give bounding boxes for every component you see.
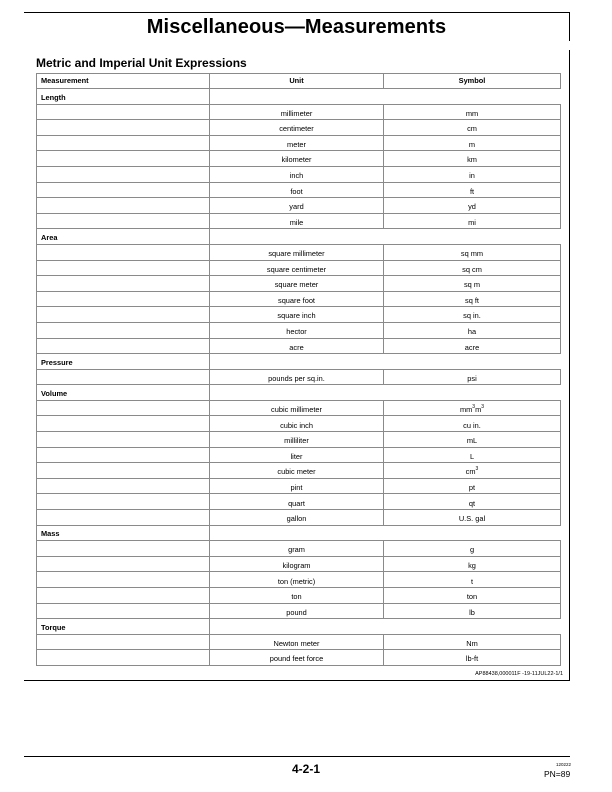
empty-cell	[384, 89, 561, 105]
unit-cell: ton	[210, 588, 384, 604]
unit-cell: gram	[210, 541, 384, 557]
symbol-cell	[384, 338, 561, 354]
symbol-cell	[384, 572, 561, 588]
table-row	[37, 151, 561, 167]
empty-cell	[210, 229, 384, 245]
symbol-cell	[384, 650, 561, 666]
measurement-cell	[37, 634, 210, 650]
unit-cell: square foot	[210, 291, 384, 307]
measurement-cell	[37, 182, 210, 198]
empty-cell	[384, 229, 561, 245]
symbol-text: yd	[468, 202, 476, 212]
category-label: Mass	[37, 525, 210, 541]
table-row	[37, 416, 561, 432]
unit-cell: pounds per sq.in.	[210, 369, 384, 385]
symbol-cell	[384, 463, 561, 479]
unit-cell: square centimeter	[210, 260, 384, 276]
symbol-text: qt	[468, 498, 476, 508]
unit-cell: square millimeter	[210, 244, 384, 260]
symbol-text: mm	[459, 404, 473, 414]
unit-cell: liter	[210, 447, 384, 463]
symbol-text: mm	[465, 108, 479, 118]
symbol-text: sq m	[463, 280, 480, 290]
category-row	[37, 89, 561, 105]
symbol-cell	[384, 588, 561, 604]
unit-cell: cubic millimeter	[210, 400, 384, 416]
unit-cell: Newton meter	[210, 634, 384, 650]
table-row	[37, 400, 561, 416]
table-row	[37, 244, 561, 260]
symbol-text: kg	[468, 560, 476, 570]
measurement-cell	[37, 541, 210, 557]
unit-cell: cubic meter	[210, 463, 384, 479]
symbol-text: g	[469, 545, 475, 555]
symbol-text: lb	[469, 607, 475, 617]
unit-cell: millimeter	[210, 104, 384, 120]
unit-cell: ton (metric)	[210, 572, 384, 588]
table-row	[37, 603, 561, 619]
measurement-cell	[37, 276, 210, 292]
unit-cell: foot	[210, 182, 384, 198]
symbol-cell	[384, 135, 561, 151]
table-row	[37, 447, 561, 463]
table-row	[37, 338, 561, 354]
measurement-cell	[37, 135, 210, 151]
measurement-cell	[37, 588, 210, 604]
measurement-cell	[37, 260, 210, 276]
measurement-cell	[37, 478, 210, 494]
table-row	[37, 104, 561, 120]
empty-cell	[210, 354, 384, 370]
symbol-text: ha	[467, 327, 477, 336]
empty-cell	[210, 525, 384, 541]
measurement-cell	[37, 416, 210, 432]
empty-cell	[210, 89, 384, 105]
symbol-cell	[384, 447, 561, 463]
category-label: Torque	[37, 619, 210, 635]
section-title: Metric and Imperial Unit Expressions	[36, 56, 247, 70]
symbol-cell	[384, 244, 561, 260]
measurement-cell	[37, 432, 210, 448]
table-row	[37, 510, 561, 526]
page-title: Miscellaneous—Measurements	[146, 15, 447, 38]
content-box	[24, 50, 570, 681]
unit-cell: pound	[210, 603, 384, 619]
header-measurement: Measurement	[37, 74, 210, 89]
empty-cell	[384, 385, 561, 401]
unit-cell: cubic inch	[210, 416, 384, 432]
symbol-cell	[384, 603, 561, 619]
symbol-cell	[384, 198, 561, 214]
symbol-cell	[384, 634, 561, 650]
table-row	[37, 634, 561, 650]
symbol-text: sq ft	[465, 295, 479, 305]
empty-cell	[384, 525, 561, 541]
category-label: Area	[37, 229, 210, 245]
symbol-text: in	[469, 171, 475, 181]
symbol-text: km	[467, 155, 477, 165]
table-header-row	[37, 74, 561, 89]
unit-cell: hector	[210, 322, 384, 338]
measurement-cell	[37, 369, 210, 385]
table-row	[37, 198, 561, 214]
symbol-text: m	[468, 139, 476, 149]
symbol-text: m	[475, 404, 482, 414]
empty-cell	[384, 354, 561, 370]
unit-cell: pint	[210, 478, 384, 494]
header-symbol: Symbol	[384, 74, 561, 89]
category-row	[37, 385, 561, 401]
symbol-cell	[384, 151, 561, 167]
unit-cell: kilogram	[210, 556, 384, 572]
unit-cell: mile	[210, 213, 384, 229]
table-row	[37, 135, 561, 151]
empty-cell	[210, 619, 384, 635]
symbol-text: cm	[465, 467, 476, 477]
table-row	[37, 182, 561, 198]
symbol-text: ft	[469, 186, 475, 196]
measurement-cell	[37, 120, 210, 136]
measurement-cell	[37, 322, 210, 338]
unit-cell: centimeter	[210, 120, 384, 136]
symbol-text: sq in.	[463, 311, 481, 321]
symbol-text: L	[469, 451, 475, 461]
unit-cell: milliliter	[210, 432, 384, 448]
unit-cell: pound feet force	[210, 650, 384, 666]
table-row	[37, 213, 561, 229]
measurement-cell	[37, 556, 210, 572]
empty-cell	[384, 619, 561, 635]
symbol-cell	[384, 556, 561, 572]
table-row	[37, 494, 561, 510]
symbol-text: mi	[468, 217, 476, 227]
measurement-cell	[37, 572, 210, 588]
table-row	[37, 369, 561, 385]
unit-cell: acre	[210, 338, 384, 354]
footer-rule	[24, 756, 570, 757]
symbol-text: cu in.	[463, 420, 481, 430]
symbol-cell	[384, 307, 561, 323]
symbol-superscript: 3	[481, 403, 485, 410]
category-row	[37, 229, 561, 245]
symbol-cell	[384, 120, 561, 136]
symbol-cell	[384, 182, 561, 198]
measurement-cell	[37, 151, 210, 167]
measurement-cell	[37, 650, 210, 666]
table-row	[37, 572, 561, 588]
measurement-cell	[37, 447, 210, 463]
symbol-cell	[384, 416, 561, 432]
symbol-cell	[384, 166, 561, 182]
unit-cell: square inch	[210, 307, 384, 323]
footer-part-number: PN=89	[544, 769, 571, 779]
symbol-superscript: 3	[472, 403, 476, 410]
unit-cell: yard	[210, 198, 384, 214]
symbol-text: U.S. gal	[458, 514, 486, 524]
page-number: 4-2-1	[291, 762, 320, 776]
table-row	[37, 588, 561, 604]
table-row	[37, 291, 561, 307]
symbol-text: sq mm	[460, 249, 484, 259]
symbol-cell	[384, 400, 561, 416]
table-row	[37, 541, 561, 557]
symbol-cell	[384, 213, 561, 229]
table-body	[37, 89, 561, 666]
measurement-cell	[37, 198, 210, 214]
units-table	[36, 73, 561, 666]
unit-cell: kilometer	[210, 151, 384, 167]
unit-cell: square meter	[210, 276, 384, 292]
table-row	[37, 432, 561, 448]
measurement-cell	[37, 603, 210, 619]
footer-date-code: 120222	[556, 762, 572, 767]
symbol-cell	[384, 541, 561, 557]
unit-cell: meter	[210, 135, 384, 151]
category-row	[37, 619, 561, 635]
measurement-cell	[37, 307, 210, 323]
symbol-text: mL	[466, 436, 478, 446]
measurement-cell	[37, 400, 210, 416]
table-row	[37, 276, 561, 292]
symbol-cell	[384, 260, 561, 276]
measurement-cell	[37, 104, 210, 120]
table-row	[37, 166, 561, 182]
measurement-cell	[37, 213, 210, 229]
measurement-cell	[37, 166, 210, 182]
symbol-text: ton	[466, 592, 478, 602]
category-label: Pressure	[37, 354, 210, 370]
table-row	[37, 120, 561, 136]
category-label: Length	[37, 89, 210, 105]
unit-cell: inch	[210, 166, 384, 182]
measurement-cell	[37, 338, 210, 354]
symbol-text: acre	[464, 342, 480, 352]
table-row	[37, 260, 561, 276]
symbol-text: t	[470, 576, 474, 586]
symbol-text: pt	[468, 482, 476, 492]
table-row	[37, 463, 561, 479]
table-row	[37, 556, 561, 572]
table-row	[37, 322, 561, 338]
symbol-cell	[384, 494, 561, 510]
category-row	[37, 525, 561, 541]
title-bar	[24, 12, 570, 41]
symbol-text: psi	[467, 373, 477, 383]
measurement-cell	[37, 463, 210, 479]
category-row	[37, 354, 561, 370]
symbol-cell	[384, 369, 561, 385]
unit-cell: gallon	[210, 510, 384, 526]
symbol-cell	[384, 291, 561, 307]
symbol-cell	[384, 432, 561, 448]
measurement-cell	[37, 510, 210, 526]
header-unit: Unit	[210, 74, 384, 89]
symbol-superscript: 3	[475, 466, 479, 473]
symbol-cell	[384, 104, 561, 120]
table-row	[37, 478, 561, 494]
empty-cell	[210, 385, 384, 401]
symbol-cell	[384, 510, 561, 526]
measurement-cell	[37, 244, 210, 260]
table-row	[37, 650, 561, 666]
symbol-text: sq cm	[462, 264, 482, 274]
unit-cell: quart	[210, 494, 384, 510]
measurement-cell	[37, 494, 210, 510]
symbol-text: lb-ft	[465, 654, 479, 664]
symbol-cell	[384, 478, 561, 494]
symbol-text: Nm	[466, 638, 478, 648]
measurement-cell	[37, 291, 210, 307]
reference-code: AP88438,000011F -19-11JUL22-1/1	[475, 671, 563, 677]
table-row	[37, 307, 561, 323]
symbol-cell	[384, 276, 561, 292]
symbol-text: cm	[467, 124, 477, 134]
symbol-cell	[384, 322, 561, 338]
category-label: Volume	[37, 385, 210, 401]
